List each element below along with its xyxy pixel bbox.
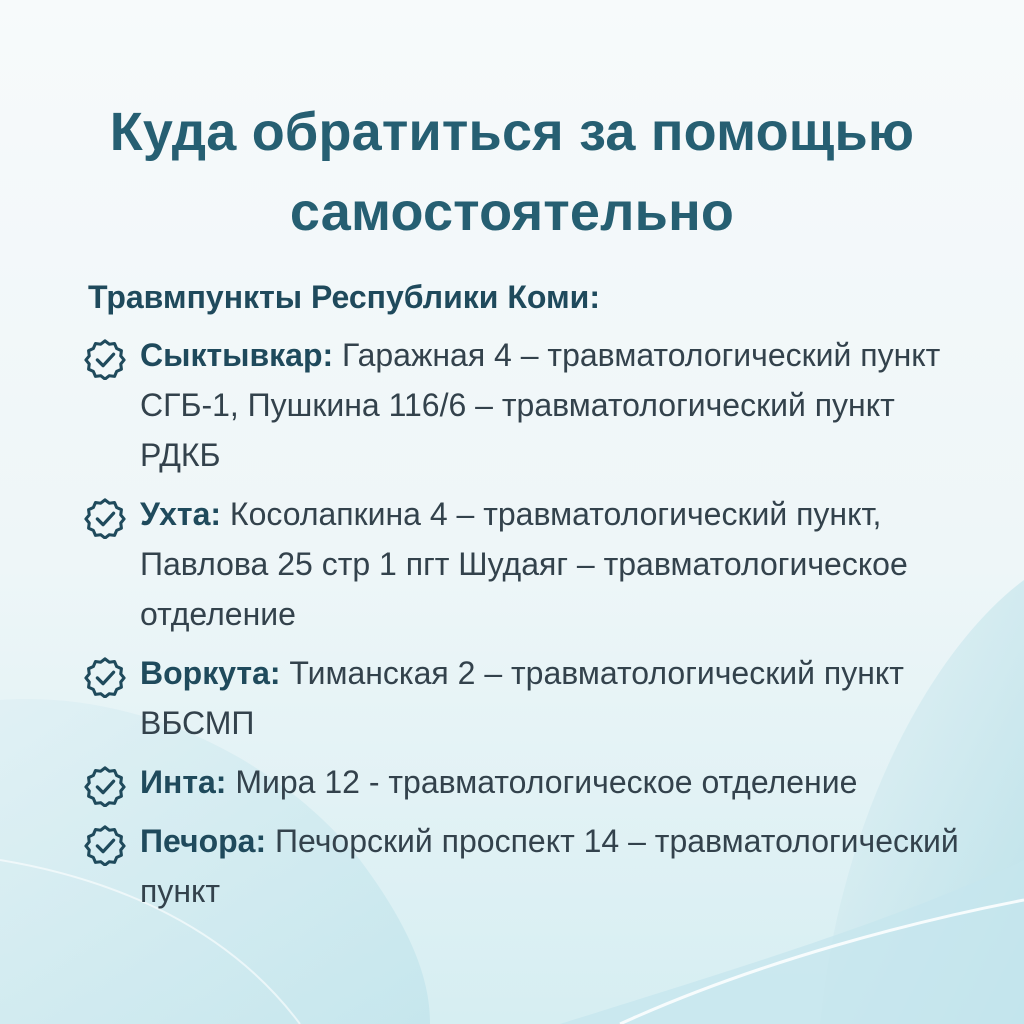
city-name: Воркута: [140,655,290,691]
list-item [84,816,964,916]
list-item [84,330,964,480]
list-item [84,648,964,748]
list-item [84,489,964,639]
city-address: Тиманская 2 – травматологический пункт ВБСМП [140,655,904,741]
city-name: Печора: [140,823,276,859]
city-address: Гаражная 4 – травматологический пункт СГБ-1, Пушкина 116/6 – травматологический пункт РДКБ [140,337,941,473]
section-heading: Травмпункты Республики Коми: [88,279,600,315]
city-name: Ухта: [140,496,230,532]
page-title-line-2: самостоятельно [289,182,735,242]
check-badge-icon [84,656,126,698]
city-address: Мира 12 - травматологическое отделение [235,764,858,800]
trauma-center-list [84,330,964,925]
city-name: Инта: [140,764,236,800]
city-address: Косолапкина 4 – травматологический пункт, Павлова 25 стр 1 пгт Шудаяг – травматологическое отделение [140,496,908,632]
check-badge-icon [84,765,126,807]
city-name: Сыктывкар: [140,337,343,373]
check-badge-icon [84,824,126,866]
check-badge-icon [84,497,126,539]
city-address: Печорский проспект 14 – травматологический пункт [140,823,959,909]
check-badge-icon [84,338,126,380]
page-title [60,92,964,252]
list-item [84,757,964,807]
page-title-line-1: Куда обратиться за помощью [109,102,915,162]
